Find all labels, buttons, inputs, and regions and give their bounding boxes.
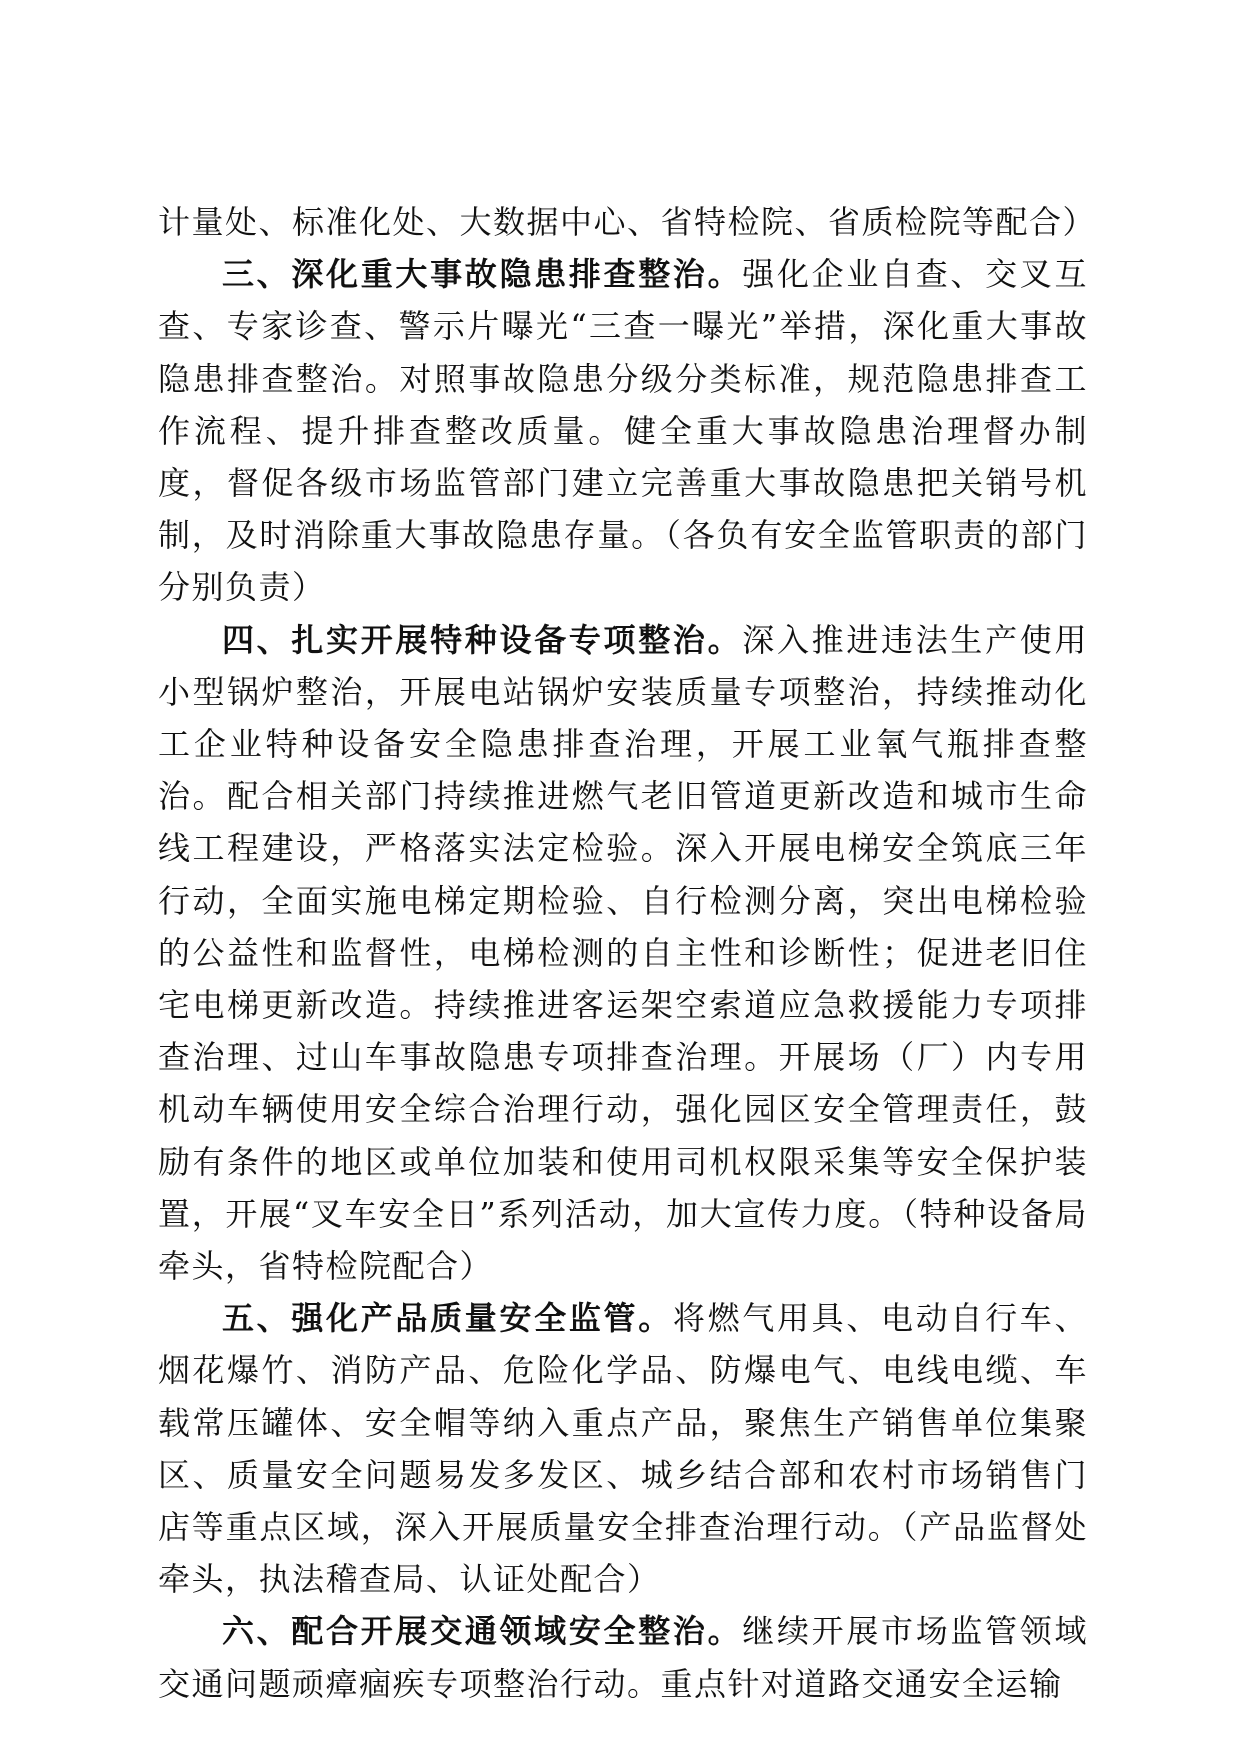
section-3-heading: 三、深化重大事故隐患排查整治。 [222, 255, 743, 294]
section-4-heading: 四、扎实开展特种设备专项整治。 [222, 620, 743, 659]
section-5-paragraph [158, 1292, 1088, 1605]
section-6-paragraph [158, 1605, 1088, 1709]
section-5-text: 将燃气用具、电动自行车、烟花爆竹、消防产品、危险化学品、防爆电气、电线电缆、车载常压罐体、安全帽等纳入重点产品，聚焦生产销售单位集聚区、质量安全问题易发多发区、城乡结合部和农村市场销售门店等重点区域，深入开展质量安全排查治理行动。（产品监督处牵头，执法稽查局、认证处配合） [158, 1299, 1088, 1599]
section-4-text: 深入推进违法生产使用小型锅炉整治，开展电站锅炉安装质量专项整治，持续推动化工企业特种设备安全隐患排查治理，开展工业氧气瓶排查整治。配合相关部门持续推进燃气老旧管道更新改造和城市生命线工程建设，严格落实法定检验。深入开展电梯安全筑底三年行动，全面实施电梯定期检验、自行检测分离，突出电梯检验的公益性和监督性，电梯检测的自主性和诊断性；促进老旧住宅电梯更新改造。持续推进客运架空索道应急救援能力专项排查治理、过山车事故隐患专项排查治理。开展场（厂）内专用机动车辆使用安全综合治理行动，强化园区安全管理责任，鼓励有条件的地区或单位加装和使用司机权限采集等安全保护装置，开展“叉车安全日”系列活动，加大宣传力度。（特种设备局牵头，省特检院配合） [158, 620, 1088, 1286]
paragraph-continuation [158, 196, 1097, 248]
section-3-paragraph [158, 248, 1088, 613]
section-6-text: 继续开展市场监管领域交通问题顽瘴痼疾专项整治行动。重点针对道路交通安全运输 [158, 1612, 1088, 1703]
section-3-text: 强化企业自查、交叉互查、专家诊查、警示片曝光“三查一曝光”举措，深化重大事故隐患排查整治。对照事故隐患分级分类标准，规范隐患排查工作流程、提升排查整改质量。健全重大事故隐患治理督办制度，督促各级市场监管部门建立完善重大事故隐患把关销号机制，及时消除重大事故隐患存量。（各负有安全监管职责的部门分别负责） [158, 255, 1088, 607]
section-6-heading: 六、配合开展交通领域安全整治。 [222, 1612, 743, 1651]
document-page [158, 196, 1097, 1710]
section-5-heading: 五、强化产品质量安全监管。 [222, 1299, 673, 1338]
paragraph-text: 计量处、标准化处、大数据中心、省特检院、省质检院等配合） [158, 203, 1097, 241]
section-4-paragraph [158, 614, 1088, 1293]
